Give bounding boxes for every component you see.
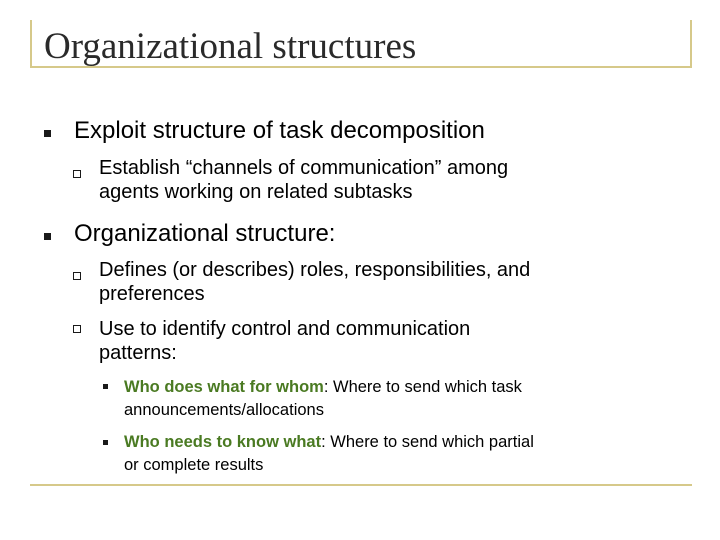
- bullet-square-icon: [44, 130, 51, 137]
- hollow-square-bullet-icon: [73, 170, 81, 178]
- small-square-bullet-icon: [103, 384, 108, 389]
- subsub-1-line-2: announcements/allocations: [124, 401, 324, 419]
- bullet-1-text: Exploit structure of task decomposition: [74, 117, 485, 144]
- subsub-2-rest: : Where to send which partial: [321, 433, 534, 451]
- bullet-2-sub-2-line-2: patterns:: [99, 342, 177, 364]
- bullet-1-sub-1-line-2: agents working on related subtasks: [99, 181, 413, 203]
- frame-right-rule: [690, 20, 692, 66]
- bullet-2-text: Organizational structure:: [74, 220, 336, 247]
- footer-rule: [30, 484, 692, 486]
- subsub-2-line-2: or complete results: [124, 456, 264, 474]
- bullet-2-sub-2-line-1: Use to identify control and communication: [99, 318, 471, 340]
- bullet-2-sub-1-line-1: Defines (or describes) roles, responsibilities, and: [99, 259, 531, 281]
- subsub-1-line-1: [124, 377, 522, 397]
- subsub-1-highlight: Who does what for whom: [124, 378, 324, 396]
- bullet-square-icon: [44, 233, 51, 240]
- bullet-1-sub-1-line-1: Establish “channels of communication” among: [99, 157, 509, 179]
- small-square-bullet-icon: [103, 440, 108, 445]
- hollow-square-bullet-icon: [73, 272, 81, 280]
- subsub-2-highlight: Who needs to know what: [124, 433, 322, 451]
- bullet-2-sub-1-line-2: preferences: [99, 283, 205, 305]
- frame-left-rule: [30, 20, 32, 66]
- hollow-square-bullet-icon: [73, 325, 81, 333]
- subsub-1-rest: : Where to send which task: [323, 378, 522, 396]
- subsub-2-line-1: [124, 432, 534, 452]
- slide-title: Organizational structures: [44, 26, 417, 67]
